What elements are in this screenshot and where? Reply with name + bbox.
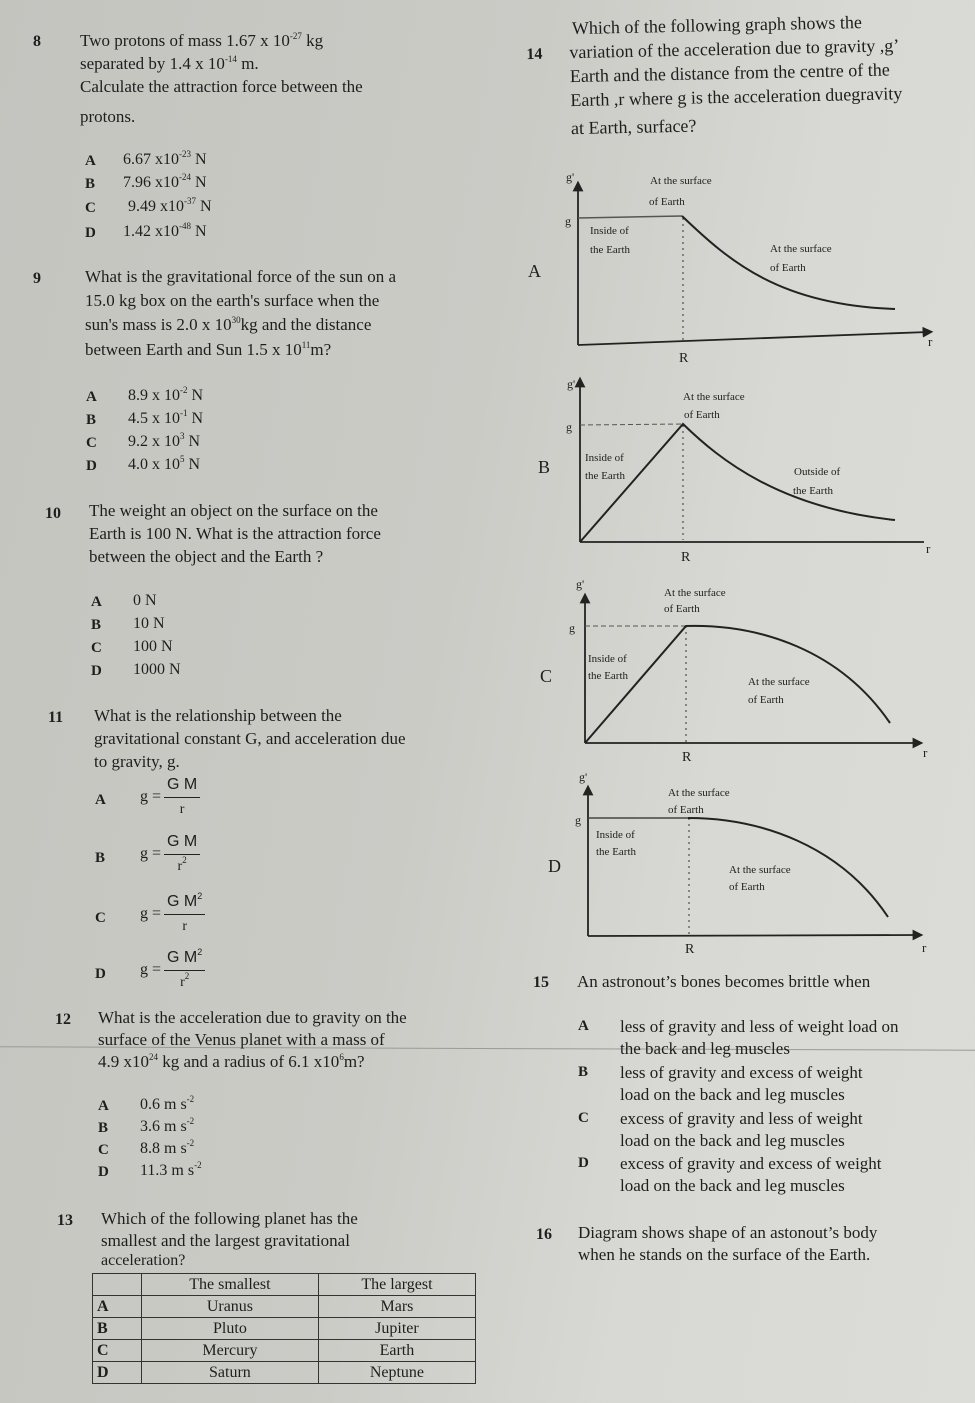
option-key[interactable]: C [578, 1110, 589, 1126]
graph-annotation: At the surface [668, 787, 730, 799]
graph-option-c[interactable] [540, 577, 928, 765]
table-cell: Mercury [142, 1340, 319, 1362]
x-axis [578, 332, 928, 345]
y-axis-label: g' [566, 170, 575, 184]
question-text: separated by 1.4 x $10^{-14}$ m. [80, 54, 259, 73]
option-d[interactable]: 1.42 $x10^{-48}$ N [123, 221, 207, 240]
table-cell: Pluto [142, 1318, 319, 1340]
question-number: 13 [57, 1212, 73, 1229]
g-label: g [566, 420, 572, 434]
question-number: 15 [533, 974, 549, 991]
option-c[interactable]: 100 N [133, 638, 173, 655]
g-label: g [575, 813, 581, 827]
r-label: r [923, 745, 928, 760]
graph-annotation: the Earth [596, 846, 637, 858]
option-key[interactable]: A [85, 153, 96, 169]
table-row[interactable] [93, 1340, 476, 1362]
option-c[interactable]: 9.49 $x10^{-37}$ N [128, 196, 212, 215]
R-label: R [685, 942, 695, 957]
option-b[interactable]: 7.96 $x10^{-24}$ N [123, 172, 207, 191]
question-text: The weight an object on the surface on the [89, 501, 378, 520]
graph-annotation: the Earth [793, 485, 834, 497]
y-axis-label: g' [567, 377, 576, 391]
graph-key: C [540, 666, 553, 686]
question-text: sun's mass is 2.0 x $10^{30}kg$ and the distance [85, 315, 372, 334]
option-key[interactable]: D [578, 1155, 589, 1171]
table-row[interactable] [93, 1318, 476, 1340]
r-label: r [928, 334, 933, 349]
option-key[interactable]: A [95, 792, 106, 808]
question-text: What is the relationship between the [94, 706, 342, 725]
table-cell: Neptune [318, 1362, 475, 1384]
option-a[interactable]: the back and leg muscles [620, 1039, 790, 1058]
graph-annotation: the Earth [588, 670, 629, 682]
graph-annotation: the Earth [585, 470, 626, 482]
planet-options-table [92, 1273, 476, 1384]
option-key[interactable]: B [578, 1064, 589, 1080]
question-text: to gravity, g. [94, 752, 180, 771]
table-row[interactable] [93, 1296, 476, 1318]
question-text: What is the gravitational force of the sun on a [85, 267, 397, 286]
graph-option-b[interactable] [538, 377, 931, 565]
table-cell: Jupiter [318, 1318, 475, 1340]
option-d[interactable]: excess of gravity and excess of weight [620, 1154, 882, 1173]
R-label: R [679, 351, 689, 366]
question-text: Calculate the attraction force between the [80, 77, 363, 96]
row-key: B [93, 1318, 142, 1340]
option-key[interactable]: C [86, 435, 97, 451]
g-curve [585, 626, 890, 743]
option-c-formula[interactable]: g = $\frac{G M^2}{r}$ [140, 893, 205, 935]
option-key[interactable]: C [95, 910, 106, 926]
option-key[interactable]: A [91, 594, 102, 610]
g-level-line [580, 424, 683, 425]
graph-key: D [548, 856, 561, 876]
table-row[interactable] [93, 1362, 476, 1384]
graph-annotation: the Earth [590, 244, 631, 256]
table-cell: Earth [318, 1340, 475, 1362]
question-text: when he stands on the surface of the Earth. [578, 1245, 871, 1264]
question-text: smallest and the largest gravitational [101, 1231, 350, 1250]
option-a[interactable]: 8.9 x $10^{-2}$ N [128, 385, 204, 404]
option-c[interactable]: 9.2 x $10^3$ N [128, 431, 201, 450]
graph-annotation: At the surface [748, 676, 810, 688]
g-label: g [569, 621, 575, 635]
option-key[interactable]: C [98, 1142, 109, 1158]
option-d[interactable]: 11.3 m $s^{-2}$ [140, 1160, 202, 1179]
graph-option-d[interactable] [548, 770, 927, 957]
r-label: r [922, 940, 927, 955]
question-number: 10 [45, 505, 61, 522]
r-label: r [926, 541, 931, 556]
option-a[interactable]: 6.67 $x10^{-23}$ N [123, 149, 207, 168]
graph-key: B [538, 457, 551, 477]
option-key[interactable]: B [86, 412, 97, 428]
option-key[interactable]: A [98, 1098, 109, 1114]
table-cell: Uranus [142, 1296, 319, 1318]
option-key[interactable]: B [91, 617, 102, 633]
question-text: protons. [80, 107, 136, 126]
question-text: Earth ,r where g is the acceleration duegravity [570, 83, 903, 111]
option-key[interactable]: D [91, 663, 102, 679]
graph-annotation: of Earth [684, 409, 720, 421]
question-text: Which of the following planet has the [101, 1209, 358, 1228]
graph-annotation: of Earth [770, 262, 806, 274]
graph-annotation: of Earth [649, 196, 685, 208]
question-number: 11 [48, 709, 64, 726]
table-header-row [93, 1274, 476, 1296]
option-key[interactable]: C [91, 640, 102, 656]
graph-annotation: of Earth [664, 603, 700, 615]
graph-annotation: Inside of [590, 225, 629, 237]
graph-annotation: of Earth [748, 694, 784, 706]
question-text: acceleration? [101, 1252, 186, 1269]
question-text: An astronout’s bones becomes brittle when [577, 972, 871, 991]
option-d[interactable]: 1000 N [133, 661, 181, 678]
table-header [93, 1274, 142, 1296]
question-text: between Earth and Sun 1.5 x $10^{11}m$? [85, 340, 332, 359]
question-text: Earth and the distance from the centre of the [569, 59, 890, 87]
table-cell: Mars [318, 1296, 475, 1318]
option-key[interactable]: B [98, 1120, 109, 1136]
option-b-formula[interactable]: g = $\frac{\text{G M}}{r^2}$ [140, 833, 200, 875]
R-label: R [682, 750, 692, 765]
option-a-formula[interactable]: g = $\frac{\text{G M}}{r}$ [140, 776, 200, 818]
question-number: 16 [536, 1226, 552, 1243]
option-c[interactable]: excess of gravity and less of weight [620, 1109, 863, 1128]
option-key[interactable]: B [95, 850, 106, 866]
graph-annotation: Inside of [596, 829, 635, 841]
graph-annotation: Inside of [588, 653, 627, 665]
graph-annotation: At the surface [650, 175, 712, 187]
option-b[interactable]: 3.6 m $s^{-2}$ [140, 1116, 195, 1135]
table-cell: Saturn [142, 1362, 319, 1384]
x-axis [588, 935, 918, 936]
g-level-line [578, 216, 682, 218]
option-key[interactable]: B [85, 176, 96, 192]
option-a[interactable]: 0.6 m $s^{-2}$ [140, 1094, 195, 1113]
option-b[interactable]: less of gravity and excess of weight [620, 1063, 863, 1082]
row-key: C [93, 1340, 142, 1362]
y-axis-label: g' [579, 770, 588, 784]
option-d[interactable]: load on the back and leg muscles [620, 1176, 845, 1195]
table-header: The smallest [142, 1274, 319, 1296]
option-key[interactable]: D [98, 1164, 109, 1180]
question-text: at Earth, surface? [570, 115, 697, 139]
row-key: A [93, 1296, 142, 1318]
R-label: R [681, 550, 691, 565]
question-text: What is the acceleration due to gravity on the [98, 1008, 407, 1027]
option-b[interactable]: 4.5 x $10^{-1}$ N [128, 408, 204, 427]
graph-annotation: At the surface [664, 587, 726, 599]
graph-annotation: At the surface [770, 243, 832, 255]
option-key[interactable]: A [578, 1018, 589, 1034]
option-key[interactable]: A [86, 389, 97, 405]
graph-annotation: of Earth [729, 881, 765, 893]
graph-key: A [528, 261, 541, 281]
option-key[interactable]: C [85, 200, 96, 216]
question-text: 4.9 $x10^{24}$ kg and a radius of 6.1 $x10^6m$? [98, 1052, 365, 1071]
table-header: The largest [318, 1274, 475, 1296]
question-text: variation of the acceleration due to gravity ,g’ [569, 35, 900, 63]
graph-annotation: Outside of [794, 466, 841, 478]
graph-annotation: At the surface [683, 391, 745, 403]
question-number: 12 [55, 1011, 71, 1028]
option-d[interactable]: 4.0 x $10^5$ N [128, 454, 201, 473]
option-key[interactable]: D [95, 966, 106, 982]
option-a[interactable]: 0 N [133, 592, 157, 609]
option-key[interactable]: D [85, 225, 96, 241]
question-text: gravitational constant G, and acceleration due [94, 729, 406, 748]
option-c[interactable]: 8.8 m $s^{-2}$ [140, 1138, 195, 1157]
option-key[interactable]: D [86, 458, 97, 474]
graph-option-a[interactable] [528, 170, 933, 366]
option-c[interactable]: load on the back and leg muscles [620, 1131, 845, 1150]
option-d-formula[interactable]: g = $\frac{G M^2}{r^2}$ [140, 949, 205, 991]
option-b[interactable]: 10 N [133, 615, 165, 632]
graph-annotation: At the surface [729, 864, 791, 876]
option-a[interactable]: less of gravity and less of weight load on [620, 1017, 899, 1036]
question-text: Which of the following graph shows the [571, 12, 863, 39]
question-text: Earth is 100 N. What is the attraction force [89, 524, 381, 543]
graph-annotation: of Earth [668, 804, 704, 816]
question-text: Two protons of mass 1.67 x $10^{-27}$ kg [80, 31, 324, 50]
question-text: between the object and the Earth ? [89, 547, 324, 566]
y-axis-label: g' [576, 577, 585, 591]
question-number: 14 [526, 45, 543, 64]
g-label: g [565, 214, 571, 228]
graph-annotation: Inside of [585, 452, 624, 464]
question-text: Diagram shows shape of an astonout’s body [578, 1223, 878, 1242]
question-text: surface of the Venus planet with a mass of [98, 1030, 385, 1049]
option-b[interactable]: load on the back and leg muscles [620, 1085, 845, 1104]
question-number: 8 [33, 33, 41, 50]
g-curve [580, 424, 895, 542]
question-text: 15.0 kg box on the earth's surface when the [85, 291, 380, 310]
question-number: 9 [33, 270, 41, 287]
row-key: D [93, 1362, 142, 1384]
